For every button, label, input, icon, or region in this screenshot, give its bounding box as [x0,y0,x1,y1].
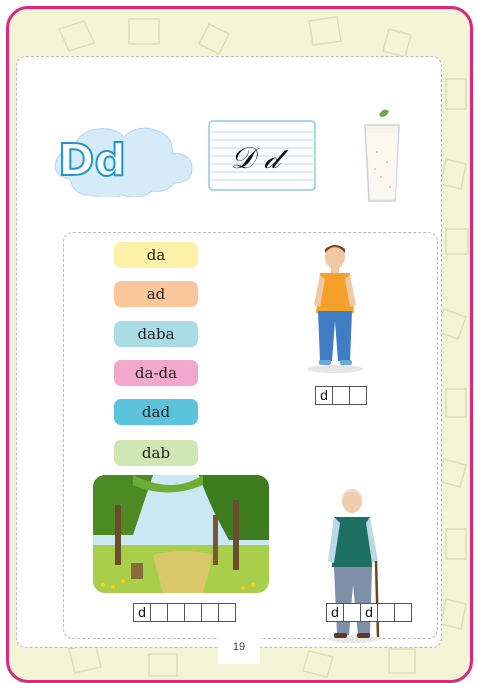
milk-glass-icon [357,107,407,207]
syllable-card [114,281,198,307]
letter-box[interactable]: d [133,603,151,622]
syllable-card [114,440,198,466]
letter-box[interactable] [167,603,185,622]
answer-boxes-forest[interactable] [133,603,236,620]
letter-box[interactable] [343,603,361,622]
grandfather-picture [320,487,390,647]
page-number: 19 [218,632,260,664]
letter-box[interactable] [394,603,412,622]
syllable-card [114,242,198,268]
letter-box[interactable]: d [360,603,378,622]
cloud-letters-dd [50,117,210,197]
letter-box[interactable] [184,603,202,622]
syllable-text: dad [141,403,171,421]
page-frame [6,6,473,683]
syllable-card [114,321,198,347]
letter-box[interactable]: d [315,386,333,405]
letter-box[interactable] [377,603,395,622]
forest-picture [93,475,269,593]
syllable-text: ad [146,285,166,303]
worksheet [16,56,442,648]
syllable-text: da-da [134,364,178,382]
syllable-text: daba [137,325,175,343]
letter-box[interactable] [332,386,350,405]
big-letters-text: Dd [57,135,127,186]
letter-box[interactable] [150,603,168,622]
cursive-letters-box [207,118,317,193]
letter-header [17,57,441,207]
syllable-card [114,360,198,386]
exercise-panel [63,232,438,639]
letter-box[interactable] [201,603,219,622]
syllable-text: da [146,246,166,264]
answer-boxes-boy[interactable] [315,386,367,403]
letter-box[interactable] [218,603,236,622]
letter-box[interactable]: d [326,603,344,622]
boy-picture [300,243,370,375]
syllable-card [114,399,198,425]
answer-boxes-grandfather[interactable] [326,603,412,620]
cursive-letters-text: 𝒟 𝒹 [230,141,280,176]
letter-box[interactable] [349,386,367,405]
syllable-text: dab [141,444,171,462]
